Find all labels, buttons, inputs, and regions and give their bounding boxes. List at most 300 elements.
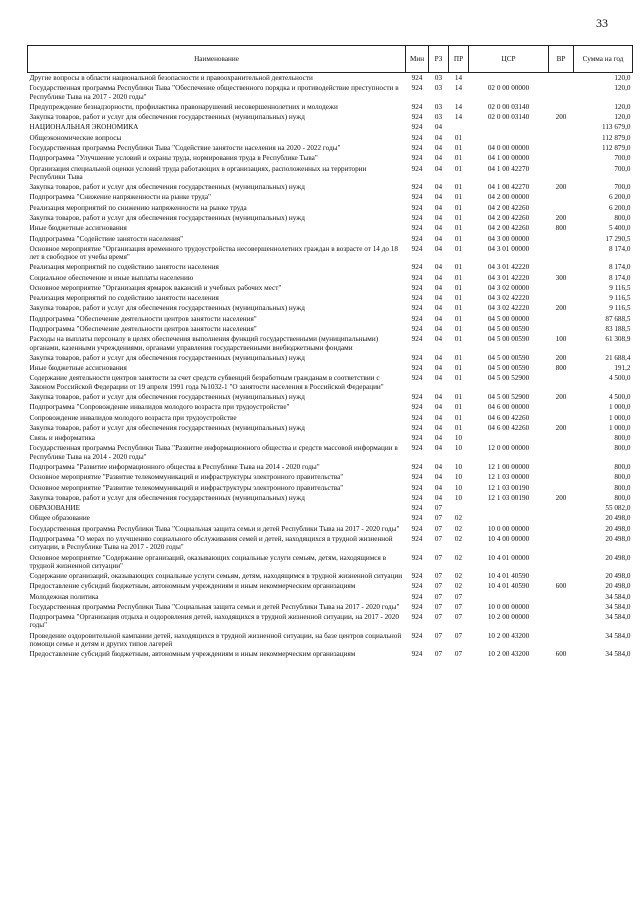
row-vr (549, 122, 574, 132)
row-pr: 07 (454, 650, 463, 659)
row-csr: 10 4 01 40590 (487, 582, 530, 591)
row-pr: 14 (454, 84, 463, 93)
row-rz: 04 (434, 294, 443, 303)
row-csr: 12 1 03 00190 (487, 483, 530, 492)
row-rz: 07 (434, 592, 443, 601)
row-name: Основное мероприятие "Развитие телекоммуникаций и инфраструктуры электронного правительства" (29, 483, 344, 492)
row-sum: 800,0 (614, 493, 631, 502)
row-vr (549, 472, 574, 482)
row-name: Подпрограмма "Сопровождение инвалидов молодого возраста при трудоустройстве" (29, 403, 290, 412)
row-rz: 07 (434, 572, 443, 581)
row-min: 924 (411, 403, 423, 412)
row-csr: 04 6 00 42260 (487, 423, 530, 432)
table-row (28, 413, 633, 423)
row-rz: 04 (434, 183, 443, 192)
row-vr: 800 (555, 364, 567, 373)
row-rz: 04 (434, 283, 443, 292)
row-rz: 04 (434, 273, 443, 282)
row-vr: 800 (555, 224, 567, 233)
row-csr: 04 3 02 42220 (487, 304, 530, 313)
row-csr: 10 4 01 00000 (487, 553, 530, 562)
row-csr: 04 6 00 42260 (487, 413, 530, 422)
row-name: Предупреждение безнадзорности, профилактика правонарушений несовершеннолетних и молодежи (29, 102, 338, 111)
row-csr: 10 2 00 43200 (487, 650, 530, 659)
row-vr (549, 402, 574, 412)
row-min: 924 (411, 473, 423, 482)
row-name: Государственная программа Республики Тыва "Содействие занятости населения на 2020 - 2022 годы" (29, 143, 341, 152)
row-name: Иные бюджетные ассигнования (29, 224, 127, 233)
row-rz: 04 (434, 413, 443, 422)
row-pr (449, 503, 469, 513)
table-row (28, 262, 633, 272)
row-min: 924 (411, 413, 423, 422)
row-name: Закупка товаров, работ и услуг для обеспечения государственных (муниципальных) нужд (29, 304, 305, 313)
table-row (28, 433, 633, 443)
row-min: 924 (411, 84, 423, 93)
row-rz: 03 (434, 113, 443, 122)
table-row (28, 182, 633, 192)
row-csr: 04 2 00 42260 (487, 203, 530, 212)
row-csr: 04 5 00 00590 (487, 335, 530, 344)
table-row (28, 234, 633, 244)
row-name: Подпрограмма "Содействие занятости населения" (29, 234, 184, 243)
row-min: 924 (411, 553, 423, 562)
table-row (28, 153, 633, 163)
row-csr (469, 592, 549, 602)
row-pr: 02 (454, 572, 463, 581)
row-name: Расходы на выплаты персоналу в целях обеспечения выполнения функций государственными (муниципальными) органами, казенными учреждениями, органами управления государственными внебюджетными фондами (29, 335, 379, 352)
row-sum: 34 584,0 (605, 631, 631, 640)
row-min: 924 (411, 592, 423, 601)
row-sum: 21 688,4 (605, 353, 631, 362)
header-min: Мин (406, 46, 429, 73)
row-sum: 20 498,0 (605, 534, 631, 543)
row-min: 924 (411, 113, 423, 122)
row-rz: 04 (434, 193, 443, 202)
row-csr: 04 3 01 42220 (487, 273, 530, 282)
row-min: 924 (411, 143, 423, 152)
row-vr (549, 244, 574, 263)
row-pr: 01 (454, 193, 463, 202)
row-min: 924 (411, 203, 423, 212)
row-vr: 600 (555, 582, 567, 591)
table-row (28, 443, 633, 462)
row-pr: 02 (454, 582, 463, 591)
row-name: Подпрограмма "Снижение напряженности на рынке труда" (29, 193, 211, 202)
row-csr: 12 1 00 00000 (487, 462, 530, 471)
row-sum: 34 584,0 (605, 650, 631, 659)
row-pr: 01 (454, 213, 463, 222)
row-name: Закупка товаров, работ и услуг для обеспечения государственных (муниципальных) нужд (29, 183, 305, 192)
row-sum: 20 498,0 (605, 524, 631, 533)
row-vr (549, 483, 574, 493)
row-csr (469, 433, 549, 443)
row-min: 924 (411, 304, 423, 313)
row-rz: 04 (434, 325, 443, 334)
row-vr (549, 293, 574, 303)
row-min: 924 (411, 325, 423, 334)
row-pr: 14 (454, 102, 463, 111)
row-csr: 04 3 01 00000 (487, 244, 530, 253)
table-row (28, 571, 633, 581)
row-sum: 1 000,0 (608, 413, 631, 422)
row-pr: 01 (454, 203, 463, 212)
row-sum: 20 498,0 (605, 553, 631, 562)
row-min: 924 (411, 244, 423, 253)
row-sum: 112 879,0 (602, 143, 631, 152)
row-sum: 9 116,5 (609, 294, 631, 303)
row-min: 924 (411, 631, 423, 640)
row-rz: 04 (434, 403, 443, 412)
table-row (28, 553, 633, 572)
row-min: 924 (411, 613, 423, 622)
table-row (28, 303, 633, 313)
row-pr: 01 (454, 154, 463, 163)
row-name: Подпрограмма "Обеспечение деятельности центров занятости населения" (29, 314, 257, 323)
row-pr: 01 (454, 234, 463, 243)
row-pr: 07 (454, 592, 463, 601)
row-csr: 12 1 03 00190 (487, 493, 530, 502)
row-sum: 4 500,0 (608, 374, 631, 383)
row-vr (549, 283, 574, 293)
row-sum: 55 082,0 (605, 504, 631, 513)
row-name: Организация специальной оценки условий труда работающих в организациях, расположенных на территории Республики Тыва (29, 164, 367, 181)
row-rz: 04 (434, 143, 443, 152)
table-row (28, 513, 633, 523)
row-name: Закупка товаров, работ и услуг для обеспечения государственных (муниципальных) нужд (29, 423, 305, 432)
row-rz: 04 (434, 154, 443, 163)
row-name: Предоставление субсидий бюджетным, автономным учреждениям и иным некоммерческим организациям (29, 650, 356, 659)
row-min: 924 (411, 504, 423, 513)
table-row (28, 102, 633, 112)
row-min: 924 (411, 374, 423, 383)
row-name: Основное мероприятие "Организация ярмарок вакансий и учебных рабочих мест" (29, 283, 282, 292)
table-row (28, 213, 633, 223)
row-vr: 200 (555, 304, 567, 313)
row-min: 924 (411, 582, 423, 591)
row-pr: 01 (454, 273, 463, 282)
row-csr (469, 513, 549, 523)
row-sum: 34 584,0 (605, 613, 631, 622)
row-min: 924 (411, 314, 423, 323)
row-csr: 02 0 00 03140 (487, 102, 530, 111)
table-row (28, 581, 633, 591)
row-csr: 04 6 00 00000 (487, 403, 530, 412)
row-csr: 02 0 00 03140 (487, 113, 530, 122)
row-name: Подпрограмма "Организация отдыха и оздоровления детей, находящихся в трудной жизненной ситуации, на 2017 - 2020 годы" (29, 613, 399, 630)
row-pr: 07 (454, 613, 463, 622)
row-pr: 01 (454, 294, 463, 303)
row-vr (549, 83, 574, 102)
row-name: Закупка товаров, работ и услуг для обеспечения государственных (муниципальных) нужд (29, 353, 305, 362)
row-rz: 07 (434, 553, 443, 562)
row-min: 924 (411, 493, 423, 502)
table-row (28, 273, 633, 283)
row-name: Общеэкономические вопросы (29, 133, 122, 142)
row-pr: 10 (454, 444, 463, 453)
header-pr: ПР (449, 46, 469, 73)
row-sum: 34 584,0 (605, 602, 631, 611)
row-vr: 200 (555, 353, 567, 362)
table-row (28, 143, 633, 153)
page-number: 33 (596, 16, 608, 30)
row-rz: 04 (434, 304, 443, 313)
row-pr: 02 (454, 524, 463, 533)
row-rz: 04 (434, 353, 443, 362)
row-pr: 07 (454, 602, 463, 611)
row-vr (549, 534, 574, 553)
row-pr: 01 (454, 183, 463, 192)
row-vr (549, 524, 574, 534)
row-rz: 07 (434, 650, 443, 659)
row-rz: 04 (434, 234, 443, 243)
row-pr: 01 (454, 314, 463, 323)
row-csr: 04 0 00 00000 (487, 143, 530, 152)
row-vr (549, 553, 574, 572)
row-sum: 4 500,0 (608, 393, 631, 401)
row-vr (549, 612, 574, 631)
row-vr (549, 164, 574, 183)
row-vr: 200 (555, 113, 567, 122)
row-vr (549, 571, 574, 581)
row-name: Связь и информатика (29, 434, 95, 443)
table-row (28, 293, 633, 303)
row-sum: 8 174,0 (608, 244, 631, 253)
table-row (28, 83, 633, 102)
row-min: 924 (411, 193, 423, 202)
row-pr: 01 (454, 263, 463, 272)
row-rz: 04 (434, 462, 443, 471)
row-min: 924 (411, 224, 423, 233)
row-vr: 200 (555, 213, 567, 222)
row-min: 924 (411, 133, 423, 142)
row-sum: 800,0 (614, 462, 631, 471)
row-rz: 07 (434, 602, 443, 611)
row-pr: 01 (454, 133, 463, 142)
row-sum: 83 188,5 (605, 325, 631, 334)
table-row (28, 334, 633, 353)
row-name: Социальное обеспечение и иные выплаты населению (29, 273, 194, 282)
row-csr: 04 5 00 52900 (487, 374, 530, 383)
row-csr: 04 2 00 42260 (487, 224, 530, 233)
row-csr: 12 1 03 00000 (487, 473, 530, 482)
row-pr: 14 (454, 74, 463, 82)
table-row (28, 122, 633, 132)
row-pr: 01 (454, 413, 463, 422)
row-rz: 07 (434, 504, 443, 513)
row-min: 924 (411, 514, 423, 523)
row-pr: 01 (454, 403, 463, 412)
row-pr: 01 (454, 335, 463, 344)
budget-table (27, 45, 633, 660)
table-row (28, 363, 633, 373)
row-min: 924 (411, 572, 423, 581)
row-sum: 20 498,0 (605, 582, 631, 591)
row-min: 924 (411, 483, 423, 492)
table-row (28, 402, 633, 412)
row-min: 924 (411, 154, 423, 163)
row-min: 924 (411, 294, 423, 303)
table-row (28, 244, 633, 263)
row-pr (449, 122, 469, 132)
row-pr: 02 (454, 534, 463, 543)
row-name: Основное мероприятие "Развитие телекоммуникаций и инфраструктуры электронного правительства" (29, 473, 344, 482)
row-name: Предоставление субсидий бюджетным, автономным учреждениям и иным некоммерческим организациям (29, 582, 356, 591)
row-pr: 02 (454, 553, 463, 562)
table-header-row (28, 46, 633, 73)
row-pr: 14 (454, 113, 463, 122)
row-name: Подпрограмма "О мерах по улучшению социального обслуживания семей и детей, находящихся в трудной жизненной ситуации, в Республике Тыва на 2017 - 2020 годы" (29, 534, 393, 552)
row-csr: 02 0 00 00000 (487, 84, 530, 93)
row-min: 924 (411, 602, 423, 611)
row-min: 924 (411, 434, 423, 443)
row-rz: 07 (434, 613, 443, 622)
row-sum: 112 879,0 (602, 133, 631, 142)
row-rz: 04 (434, 203, 443, 212)
row-min: 924 (411, 213, 423, 222)
row-name: Содержание организаций, оказывающих социальные услуги семьям, детям, находящимся в трудной жизненной ситуации (29, 572, 403, 581)
row-pr: 01 (454, 244, 463, 253)
row-rz: 04 (434, 244, 443, 253)
row-sum: 6 200,0 (608, 203, 631, 212)
row-name: Государственная программа Республики Тыва "Социальная защита семьи и детей Республики Тыва на 2017 - 2020 годы" (29, 524, 400, 533)
row-name: Подпрограмма "Улучшение условий и охраны труда, нормирования труда в Республике Тыва" (29, 154, 318, 163)
row-min: 924 (411, 283, 423, 292)
row-vr (549, 133, 574, 143)
row-vr: 200 (555, 423, 567, 432)
row-sum: 800,0 (614, 444, 631, 453)
row-sum: 87 688,5 (605, 314, 631, 323)
row-vr (549, 592, 574, 602)
row-csr: 10 4 00 00000 (487, 534, 530, 543)
table-row (28, 612, 633, 631)
table-row (28, 493, 633, 503)
row-sum: 20 498,0 (605, 572, 631, 581)
row-min: 924 (411, 423, 423, 432)
row-name: Государственная программа Республики Тыва "Обеспечение общественного порядка и противодействие преступности в Республике Тыва на 2017 - 2020 годы" (29, 84, 399, 101)
row-rz: 03 (434, 84, 443, 93)
row-vr (549, 602, 574, 612)
row-rz: 04 (434, 483, 443, 492)
row-min: 924 (411, 164, 423, 173)
row-sum: 120,0 (614, 113, 631, 122)
row-pr: 01 (454, 304, 463, 313)
row-vr (549, 153, 574, 163)
table-row (28, 592, 633, 602)
row-vr: 200 (555, 183, 567, 192)
row-csr (469, 122, 549, 132)
row-name: Подпрограмма "Развитие информационного общества в Республике Тыва на 2014 - 2020 годы" (29, 462, 320, 471)
header-name: Наименование (28, 46, 406, 73)
row-sum: 9 116,5 (609, 304, 631, 313)
table-row (28, 203, 633, 213)
row-name: Государственная программа Республики Тыва "Развитие информационного общества и средств массовой информации в Республике Тыва на 2014 - 2020 годы" (29, 444, 398, 461)
row-sum: 800,0 (614, 483, 631, 492)
row-min: 924 (411, 524, 423, 533)
row-name: Общее образование (29, 514, 90, 523)
row-sum: 17 290,5 (605, 234, 631, 243)
row-name: Проведение оздоровительной кампании детей, находящихся в трудной жизненной ситуации, на базе центров социальной помощи семье и детям и других типов лагерей (29, 631, 402, 649)
row-min: 924 (411, 650, 423, 659)
row-pr: 01 (454, 364, 463, 373)
row-vr (549, 192, 574, 202)
row-csr: 10 2 00 00000 (487, 613, 530, 622)
row-vr (549, 433, 574, 443)
row-name: Закупка товаров, работ и услуг для обеспечения государственных (муниципальных) нужд (29, 493, 305, 502)
table-row (28, 373, 633, 392)
table-row (28, 314, 633, 324)
row-vr (549, 102, 574, 112)
row-vr (549, 443, 574, 462)
row-name: Закупка товаров, работ и услуг для обеспечения государственных (муниципальных) нужд (29, 213, 305, 222)
table-row (28, 133, 633, 143)
row-rz: 04 (434, 364, 443, 373)
row-rz: 04 (434, 123, 443, 132)
row-csr: 04 3 01 42220 (487, 263, 530, 272)
row-csr: 04 3 02 42220 (487, 294, 530, 303)
row-vr: 100 (555, 335, 567, 344)
row-sum: 800,0 (614, 473, 631, 482)
row-name: Реализация мероприятий по снижению напряженности на рынке труда (29, 203, 247, 212)
row-sum: 800,0 (614, 434, 631, 443)
row-sum: 61 308,9 (605, 335, 631, 344)
table-row (28, 649, 633, 659)
table-row (28, 631, 633, 650)
row-sum: 191,2 (614, 364, 631, 373)
row-rz: 04 (434, 374, 443, 383)
row-csr: 12 0 00 00000 (487, 444, 530, 453)
row-min: 924 (411, 364, 423, 373)
row-name: НАЦИОНАЛЬНАЯ ЭКОНОМИКА (29, 123, 139, 132)
row-name: Другие вопросы в области национальной безопасности и правоохранительной деятельности (29, 74, 313, 82)
row-sum: 800,0 (614, 213, 631, 222)
row-name: Содержание деятельности центров занятости за счет средств субвенций безработным гражданам в соответствии с Законом Российской Федерации от 19 апреля 1991 года №1032-1 "О занятости населения в Российской Федерации" (29, 374, 384, 391)
row-min: 924 (411, 234, 423, 243)
row-sum: 6 200,0 (608, 193, 631, 202)
row-pr: 10 (454, 434, 463, 443)
row-sum: 8 174,0 (608, 263, 631, 272)
row-pr: 02 (454, 514, 463, 523)
row-vr (549, 631, 574, 650)
row-csr: 04 2 00 42260 (487, 213, 530, 222)
table-row (28, 472, 633, 482)
row-sum: 8 174,0 (608, 273, 631, 282)
row-rz: 04 (434, 493, 443, 502)
row-min: 924 (411, 74, 423, 82)
row-sum: 34 584,0 (605, 592, 631, 601)
row-sum: 1 000,0 (608, 403, 631, 412)
row-rz: 04 (434, 473, 443, 482)
row-csr: 04 5 00 52900 (487, 393, 530, 401)
row-csr (469, 73, 549, 84)
row-rz: 04 (434, 335, 443, 344)
row-min: 924 (411, 123, 423, 132)
row-min: 924 (411, 393, 423, 401)
row-rz: 04 (434, 393, 443, 401)
row-min: 924 (411, 183, 423, 192)
row-vr: 200 (555, 493, 567, 502)
row-csr: 04 5 00 00590 (487, 353, 530, 362)
row-sum: 120,0 (614, 102, 631, 111)
table-row (28, 353, 633, 363)
row-pr: 10 (454, 462, 463, 471)
row-pr: 01 (454, 164, 463, 173)
row-sum: 120,0 (614, 74, 631, 82)
row-name: Реализация мероприятий по содействию занятости населения (29, 263, 219, 272)
row-csr (469, 503, 549, 513)
row-csr (469, 133, 549, 143)
table-row (28, 223, 633, 233)
